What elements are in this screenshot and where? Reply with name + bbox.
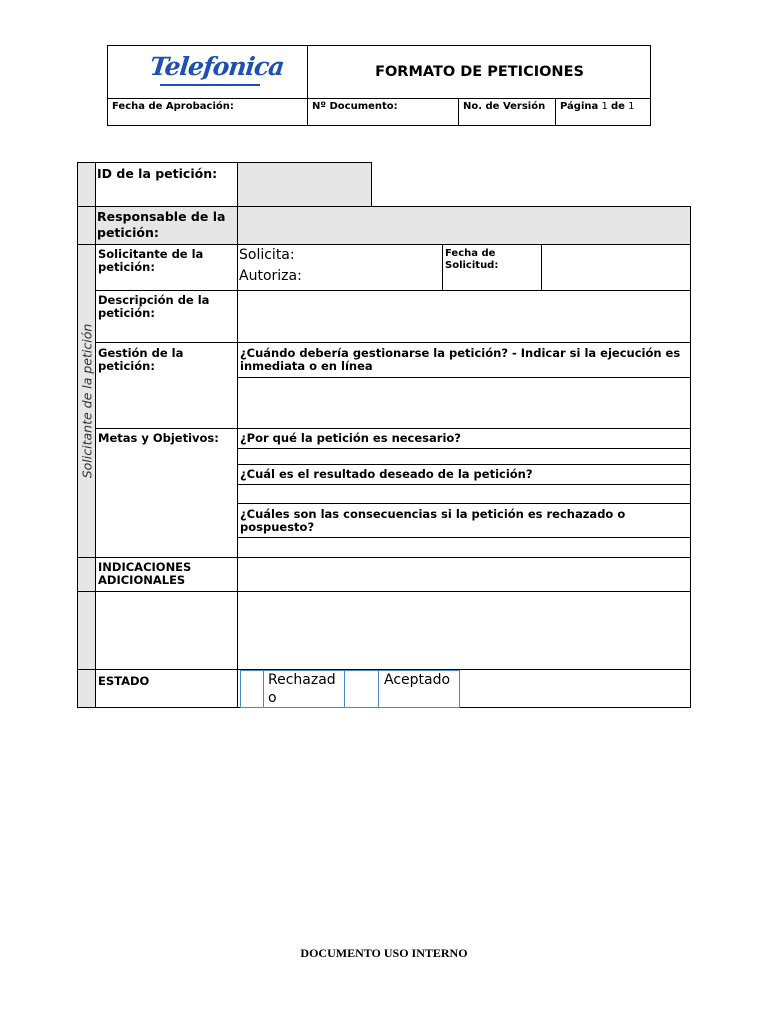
metas-question-1: ¿Por qué la petición es necesario?: [240, 431, 461, 445]
metas-label: Metas y Objetivos:: [98, 431, 219, 445]
header-hdivider: [107, 98, 651, 99]
metas-question-2: ¿Cuál es el resultado deseado de la petición?: [240, 467, 533, 481]
side-section-label: Solicitante de la petición: [79, 323, 94, 479]
side-divider-1: [77, 206, 96, 207]
autoriza-label: Autoriza:: [239, 268, 302, 284]
documento-label: Nº Documento:: [312, 101, 398, 112]
header-vdivider: [307, 45, 308, 126]
responsable-value-field[interactable]: [238, 207, 690, 244]
responsable-label: Responsable de la petición:: [97, 209, 226, 240]
metas-question-3: ¿Cuáles son las consecuencias si la petición es rechazado o pospuesto?: [240, 507, 626, 534]
company-logo-text: Telefonica: [148, 52, 286, 81]
indicaciones-field[interactable]: [238, 558, 690, 591]
pagina-indicator: [560, 101, 635, 112]
solicitante-label: Solicitante de la petición:: [98, 247, 204, 274]
descripcion-label: Descripción de la petición:: [98, 293, 210, 320]
solicitante-div2: [442, 244, 443, 291]
indicaciones-label: INDICACIONES ADICIONALES: [98, 560, 192, 587]
solicita-label: Solicita:: [239, 247, 295, 263]
gestion-answer-field[interactable]: [238, 378, 690, 428]
pagina-de: de: [611, 101, 625, 112]
descripcion-field[interactable]: [238, 291, 690, 342]
footer-text: DOCUMENTO USO INTERNO: [300, 946, 468, 960]
fecha-aprobacion-label: Fecha de Aprobación:: [112, 101, 234, 112]
gestion-label: Gestión de la petición:: [98, 346, 184, 373]
header-vdivider-pagina: [555, 98, 556, 126]
estado-div: [237, 669, 238, 708]
page-title: FORMATO DE PETICIONES: [375, 64, 584, 80]
header-vdivider-version: [458, 98, 459, 126]
rechazado-checkbox[interactable]: [240, 670, 264, 708]
company-logo: [148, 50, 286, 90]
gestion-question: ¿Cuándo debería gestionarse la petición? - Indicar si la ejecución es inmediata o en línea: [240, 346, 681, 373]
side-column-bottom: [77, 557, 96, 708]
metas-answer-3[interactable]: [238, 538, 690, 557]
fecha-solicitud-field[interactable]: [542, 245, 690, 290]
version-label: No. de Versión: [463, 101, 546, 112]
id-label: ID de la petición:: [97, 166, 218, 181]
id-value-field[interactable]: [237, 162, 372, 207]
side-section-band: [77, 244, 96, 558]
metas-answer-2[interactable]: [238, 485, 690, 503]
logo-underline: [160, 84, 260, 86]
fecha-solicitud-label: Fecha de Solicitud:: [445, 248, 499, 271]
metas-hdiv-2: [237, 464, 691, 465]
solicitante-div1: [237, 244, 238, 291]
pagina-total: 1: [628, 101, 635, 112]
side-column-top: [77, 162, 96, 245]
metas-answer-1[interactable]: [238, 449, 690, 464]
notes-field[interactable]: [238, 592, 690, 669]
side-divider-2: [77, 591, 96, 592]
pagina-label: Página: [560, 101, 599, 112]
metas-hdiv-4: [237, 503, 691, 504]
aceptado-checkbox[interactable]: [344, 670, 379, 708]
pagina-num: 1: [601, 101, 608, 112]
estado-label: ESTADO: [98, 674, 150, 688]
side-divider-3: [77, 669, 96, 670]
aceptado-label: Aceptado: [384, 672, 451, 688]
rechazado-label: Rechazado: [268, 672, 336, 706]
